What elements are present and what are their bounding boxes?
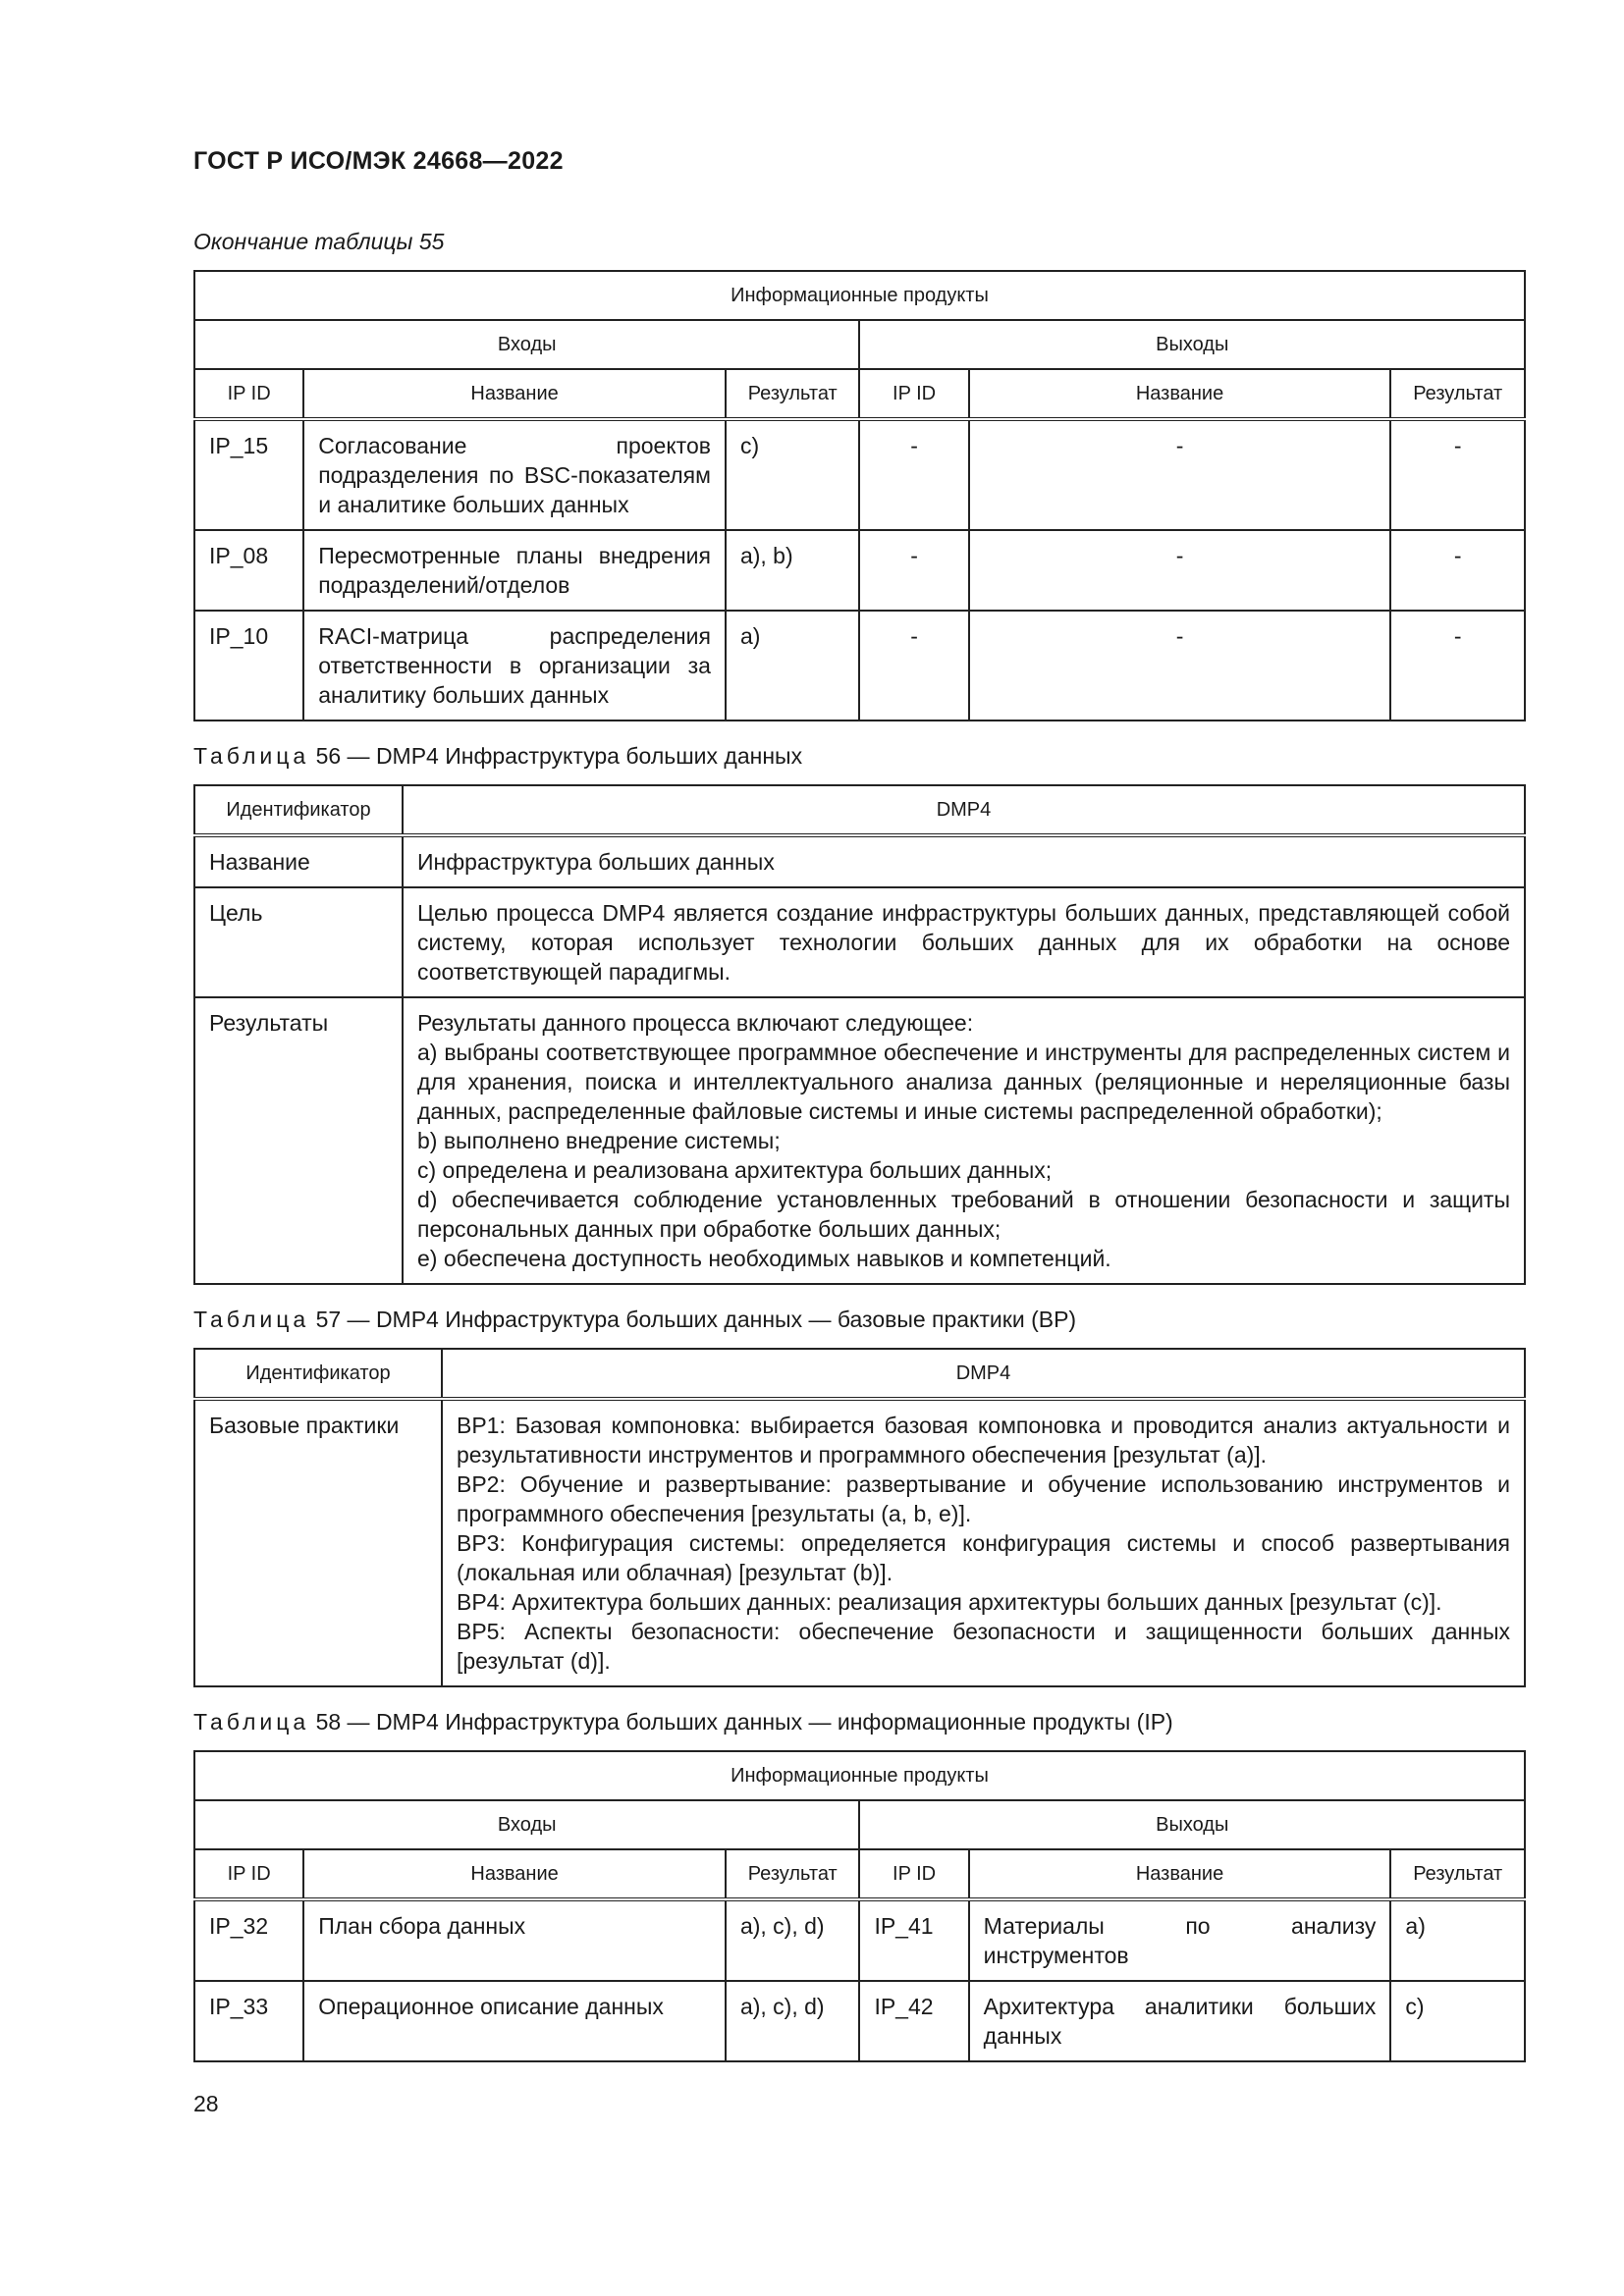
column-header: Результат bbox=[726, 369, 860, 419]
table-cell: c) bbox=[726, 419, 860, 530]
table-56 bbox=[193, 784, 1526, 1285]
table-row bbox=[194, 611, 1525, 721]
results-intro: Результаты данного процесса включают следующее: bbox=[417, 1010, 974, 1036]
caption-text: 58 — DMP4 Инфраструктура больших данных — информационные продукты (IP) bbox=[315, 1709, 1173, 1735]
table-row bbox=[194, 530, 1525, 611]
table-cell: IP_33 bbox=[194, 1981, 303, 2061]
base-practices-list bbox=[442, 1399, 1525, 1686]
table-cell: IP_15 bbox=[194, 419, 303, 530]
table-cell: a) bbox=[726, 611, 860, 721]
table-cell: Архитектура аналитики больших данных bbox=[969, 1981, 1391, 2061]
table-cell: RACI-матрица распределения ответственности в организации за аналитику больших данных bbox=[303, 611, 726, 721]
table-row bbox=[194, 835, 1525, 887]
caption-text: 57 — DMP4 Инфраструктура больших данных — базовые практики (BP) bbox=[315, 1307, 1077, 1332]
practice-item: BP4: Архитектура больших данных: реализация архитектуры больших данных [результат (c)]. bbox=[457, 1589, 1442, 1615]
table-cell: IP_42 bbox=[859, 1981, 968, 2061]
table-row bbox=[194, 1981, 1525, 2061]
table-cell: Пересмотренные планы внедрения подразделений/отделов bbox=[303, 530, 726, 611]
column-header: Название bbox=[303, 1849, 726, 1899]
table56-caption bbox=[193, 743, 1526, 770]
identifier-header: Идентификатор bbox=[194, 1349, 442, 1399]
identifier-header: Идентификатор bbox=[194, 785, 403, 835]
caption-word: Таблица bbox=[193, 1709, 310, 1735]
table-cell: a), b) bbox=[726, 530, 860, 611]
row-label: Цель bbox=[194, 887, 403, 997]
table-cell: Материалы по анализу инструментов bbox=[969, 1899, 1391, 1981]
caption-word: Таблица bbox=[193, 1307, 310, 1332]
process-id-header: DMP4 bbox=[403, 785, 1525, 835]
caption-text: 56 — DMP4 Инфраструктура больших данных bbox=[315, 743, 803, 769]
info-products-header: Информационные продукты bbox=[194, 1751, 1525, 1800]
table-row bbox=[194, 1399, 1525, 1686]
column-header: IP ID bbox=[859, 1849, 968, 1899]
table57-caption bbox=[193, 1307, 1526, 1333]
process-id-header: DMP4 bbox=[442, 1349, 1525, 1399]
inputs-header: Входы bbox=[194, 320, 859, 369]
result-item: c) определена и реализована архитектура больших данных; bbox=[417, 1157, 1053, 1183]
table-cell: - bbox=[969, 530, 1391, 611]
table-cell: a), c), d) bbox=[726, 1899, 860, 1981]
table-cell: - bbox=[859, 419, 968, 530]
table-row bbox=[194, 887, 1525, 997]
table-row bbox=[194, 997, 1525, 1284]
row-label: Базовые практики bbox=[194, 1399, 442, 1686]
inputs-header: Входы bbox=[194, 1800, 859, 1849]
practice-item: BP2: Обучение и развертывание: развертывание и обучение использованию инструментов и программного обеспечения [результаты (a, b, e)]. bbox=[457, 1471, 1510, 1526]
table-57 bbox=[193, 1348, 1526, 1687]
table-58 bbox=[193, 1750, 1526, 2062]
column-header: Название bbox=[303, 369, 726, 419]
table-cell: - bbox=[969, 611, 1391, 721]
row-label: Название bbox=[194, 835, 403, 887]
table-cell: a), c), d) bbox=[726, 1981, 860, 2061]
result-item: a) выбраны соответствующее программное обеспечение и инструменты для распределенных систем и для хранения, поиска и интеллектуального анализа данных (реляционные и нереляционные базы данных, распределенные файловые системы и иные системы распределенной обработки); bbox=[417, 1040, 1510, 1124]
column-header: IP ID bbox=[194, 1849, 303, 1899]
table-cell: - bbox=[1390, 530, 1525, 611]
table-cell: IP_10 bbox=[194, 611, 303, 721]
table-cell: - bbox=[859, 611, 968, 721]
column-header: Результат bbox=[1390, 369, 1525, 419]
table58-caption bbox=[193, 1709, 1526, 1735]
table-cell: - bbox=[1390, 611, 1525, 721]
column-header: IP ID bbox=[194, 369, 303, 419]
document-page bbox=[193, 147, 1526, 2084]
outputs-header: Выходы bbox=[859, 1800, 1525, 1849]
document-title: ГОСТ Р ИСО/МЭК 24668—2022 bbox=[193, 147, 564, 175]
column-header: Результат bbox=[726, 1849, 860, 1899]
table-cell: Согласование проектов подразделения по BSC-показателям и аналитике больших данных bbox=[303, 419, 726, 530]
row-value: Целью процесса DMP4 является создание инфраструктуры больших данных, представляющей собой систему, которая использует технологии больших данных для их обработки на основе соответствующей парадигмы. bbox=[403, 887, 1525, 997]
table55-caption: Окончание таблицы 55 bbox=[193, 229, 445, 254]
info-products-header: Информационные продукты bbox=[194, 271, 1525, 320]
row-label: Результаты bbox=[194, 997, 403, 1284]
table-row bbox=[194, 1899, 1525, 1981]
table-row bbox=[194, 419, 1525, 530]
column-header: Результат bbox=[1390, 1849, 1525, 1899]
table-cell: Операционное описание данных bbox=[303, 1981, 726, 2061]
table-cell: IP_32 bbox=[194, 1899, 303, 1981]
table-cell: c) bbox=[1390, 1981, 1525, 2061]
page-number: 28 bbox=[193, 2091, 219, 2116]
result-item: d) обеспечивается соблюдение установленных требований в отношении безопасности и защиты персональных данных при обработке больших данных; bbox=[417, 1187, 1510, 1242]
table-cell: - bbox=[1390, 419, 1525, 530]
row-value: Инфраструктура больших данных bbox=[403, 835, 1525, 887]
practice-item: BP3: Конфигурация системы: определяется конфигурация системы и способ развертывания (локальная или облачная) [результат (b)]. bbox=[457, 1530, 1510, 1585]
column-header: Название bbox=[969, 1849, 1391, 1899]
outputs-header: Выходы bbox=[859, 320, 1525, 369]
table-cell: IP_08 bbox=[194, 530, 303, 611]
result-item: b) выполнено внедрение системы; bbox=[417, 1128, 781, 1153]
results-list bbox=[403, 997, 1525, 1284]
practice-item: BP5: Аспекты безопасности: обеспечение безопасности и защищенности больших данных [результат (d)]. bbox=[457, 1619, 1510, 1674]
result-item: e) обеспечена доступность необходимых навыков и компетенций. bbox=[417, 1246, 1111, 1271]
caption-word: Таблица bbox=[193, 743, 310, 769]
table-cell: a) bbox=[1390, 1899, 1525, 1981]
practice-item: BP1: Базовая компоновка: выбирается базовая компоновка и проводится анализ актуальности и результативности инструментов и программного обеспечения [результат (a)]. bbox=[457, 1413, 1510, 1468]
table-55-end bbox=[193, 270, 1526, 721]
table-cell: План сбора данных bbox=[303, 1899, 726, 1981]
column-header: IP ID bbox=[859, 369, 968, 419]
table-cell: - bbox=[859, 530, 968, 611]
table-cell: - bbox=[969, 419, 1391, 530]
column-header: Название bbox=[969, 369, 1391, 419]
table-cell: IP_41 bbox=[859, 1899, 968, 1981]
